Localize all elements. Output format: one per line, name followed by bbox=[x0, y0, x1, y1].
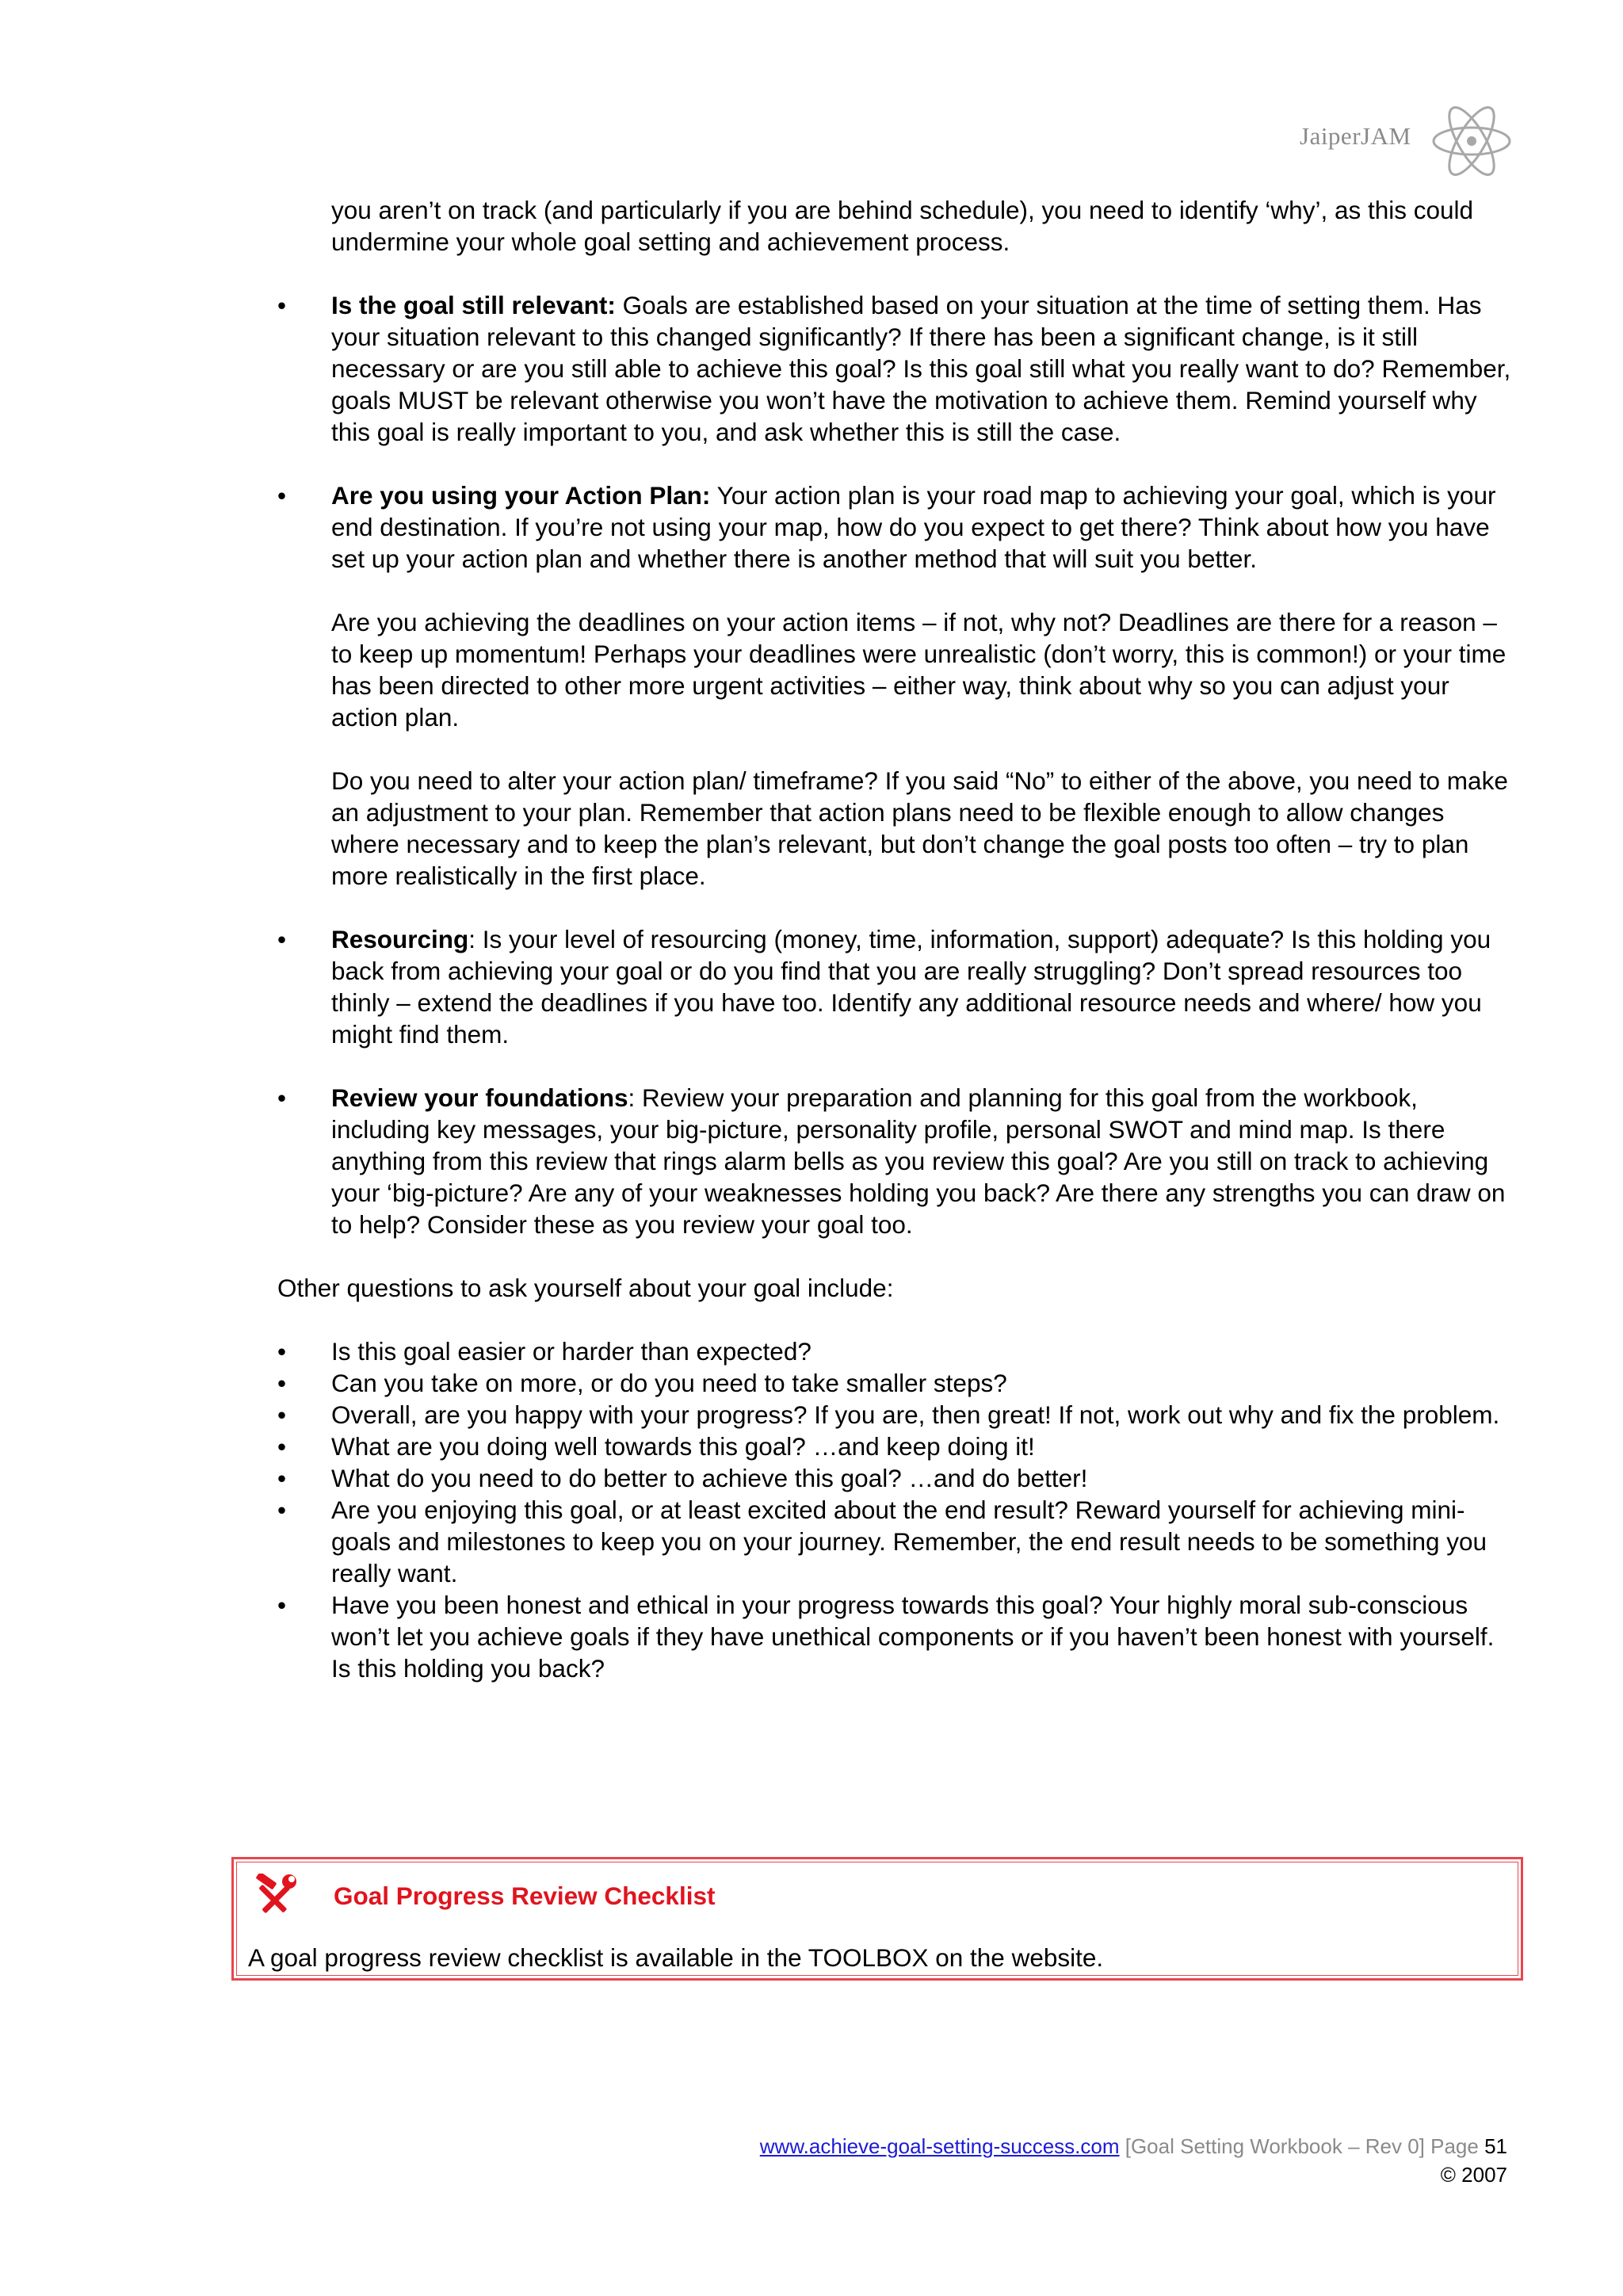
header-logo bbox=[1300, 101, 1522, 181]
list-item bbox=[277, 1335, 1514, 1367]
list-item bbox=[277, 1589, 1514, 1684]
bullet-mark: • bbox=[277, 1464, 287, 1492]
question-text: Overall, are you happy with your progress? If you are, then great! If not, work out why and fix the problem. bbox=[331, 1400, 1500, 1429]
question-text: What do you need to do better to achieve this goal? …and do better! bbox=[331, 1464, 1088, 1492]
main-content bbox=[277, 194, 1514, 1684]
list-item bbox=[277, 1082, 1514, 1240]
bullet-text: : Is your level of resourcing (money, time, information, support) adequate? Is this holding you back from achieving your goal or do you find that you are really struggling? Don’t spread resources too thinly – extend the deadlines if you have too. Identify any additional resource needs and where/ how you might find them. bbox=[331, 925, 1491, 1049]
bullet-mark: • bbox=[277, 1083, 287, 1112]
question-text: Have you been honest and ethical in your progress towards this goal? Your highly moral sub-conscious won’t let you achieve goals if they have unethical components or if you haven’t been honest with yourself. Is this holding you back? bbox=[331, 1591, 1495, 1683]
bullet-term: Is the goal still relevant: bbox=[331, 291, 616, 319]
bullet-mark: • bbox=[277, 481, 287, 510]
footer-line bbox=[760, 2132, 1507, 2160]
list-item bbox=[277, 479, 1514, 892]
website-link[interactable]: www.achieve-goal-setting-success.com bbox=[759, 2134, 1120, 2158]
bullet-mark: • bbox=[277, 1432, 287, 1461]
atom-icon bbox=[1428, 101, 1515, 181]
list-item bbox=[277, 289, 1514, 448]
page-number: 51 bbox=[1484, 2134, 1507, 2158]
bullet-mark: • bbox=[277, 1400, 287, 1429]
other-questions-intro: Other questions to ask yourself about your goal include: bbox=[277, 1274, 894, 1302]
question-text: Can you take on more, or do you need to take smaller steps? bbox=[331, 1369, 1007, 1397]
bullet-mark: • bbox=[277, 925, 287, 953]
bullet-mark: • bbox=[277, 1337, 287, 1366]
question-text: Are you enjoying this goal, or at least excited about the end result? Reward yourself for achieving mini-goals and milestones to keep you on your journey. Remember, the end result needs to be something you really want. bbox=[331, 1496, 1487, 1587]
list-item bbox=[277, 1399, 1514, 1431]
toolbox-callout bbox=[231, 1857, 1523, 1981]
logo-text: JaiperJAM bbox=[1300, 122, 1411, 150]
toolbox-text: A goal progress review checklist is available in the TOOLBOX on the website. bbox=[248, 1943, 1104, 1972]
bullet-term: Resourcing bbox=[331, 925, 469, 953]
bullet-text: Goals are established based on your situation at the time of setting them. Has your situation relevant to this changed significantly? If there has been a significant change, is it still necessary or are you still able to achieve this goal? Is this goal still what you really want to do? Remember, goals MUST be relevant otherwise you won’t have the motivation to achieve them. Remind yourself why this goal is really important to you, and ask whether this is still the case. bbox=[331, 291, 1511, 446]
intro-paragraph: you aren’t on track (and particularly if you are behind schedule), you need to identify ‘why’, as this could undermine your whole goal setting and achievement process. bbox=[331, 196, 1474, 256]
list-item bbox=[277, 923, 1514, 1050]
bullet-text: : Review your preparation and planning for this goal from the workbook, including key messages, your big-picture, personality profile, personal SWOT and mind map. Is there anything from this review that rings alarm bells as you review this goal? Are you still on track to achieving your ‘big-picture? Are any of your weaknesses holding you back? Are there any strengths you can draw on to help? Consider these as you review your goal too. bbox=[331, 1083, 1506, 1239]
question-text: Is this goal easier or harder than expected? bbox=[331, 1337, 812, 1366]
bullet-paragraph: Do you need to alter your action plan/ timeframe? If you said “No” to either of the above, you need to make an adjustment to your plan. Remember that action plans need to be flexible enough to allow changes where necessary and to keep the plan’s relevant, but don’t change the goal posts too often – try to plan more realistically in the first place. bbox=[331, 766, 1508, 890]
bullet-term: Review your foundations bbox=[331, 1083, 628, 1112]
bullet-paragraph: Are you achieving the deadlines on your action items – if not, why not? Deadlines are there for a reason – to keep up momentum! Perhaps your deadlines were unrealistic (don’t worry, this is common!) or your time has been directed to other more urgent activities – either way, think about why so you can adjust your action plan. bbox=[331, 608, 1507, 732]
bullet-mark: • bbox=[277, 1369, 287, 1397]
bullet-text: Your action plan is your road map to achieving your goal, which is your end destination. If you’re not using your map, how do you expect to get there? Think about how you have set up your action plan and whether there is another method that will suit you better. bbox=[331, 481, 1496, 573]
tools-icon bbox=[251, 1874, 299, 1918]
question-text: What are you doing well towards this goal? …and keep doing it! bbox=[331, 1432, 1035, 1461]
bullet-term: Are you using your Action Plan: bbox=[331, 481, 711, 510]
list-item bbox=[277, 1367, 1514, 1399]
page-footer bbox=[760, 2132, 1507, 2189]
copyright: © 2007 bbox=[1440, 2163, 1507, 2187]
list-item bbox=[277, 1462, 1514, 1494]
bullet-mark: • bbox=[277, 291, 287, 319]
toolbox-title: Goal Progress Review Checklist bbox=[334, 1881, 716, 1910]
list-item bbox=[277, 1431, 1514, 1462]
list-item bbox=[277, 1494, 1514, 1589]
footer-meta: [Goal Setting Workbook – Rev 0] Page bbox=[1119, 2134, 1485, 2158]
bullet-mark: • bbox=[277, 1591, 287, 1619]
bullet-mark: • bbox=[277, 1496, 287, 1524]
